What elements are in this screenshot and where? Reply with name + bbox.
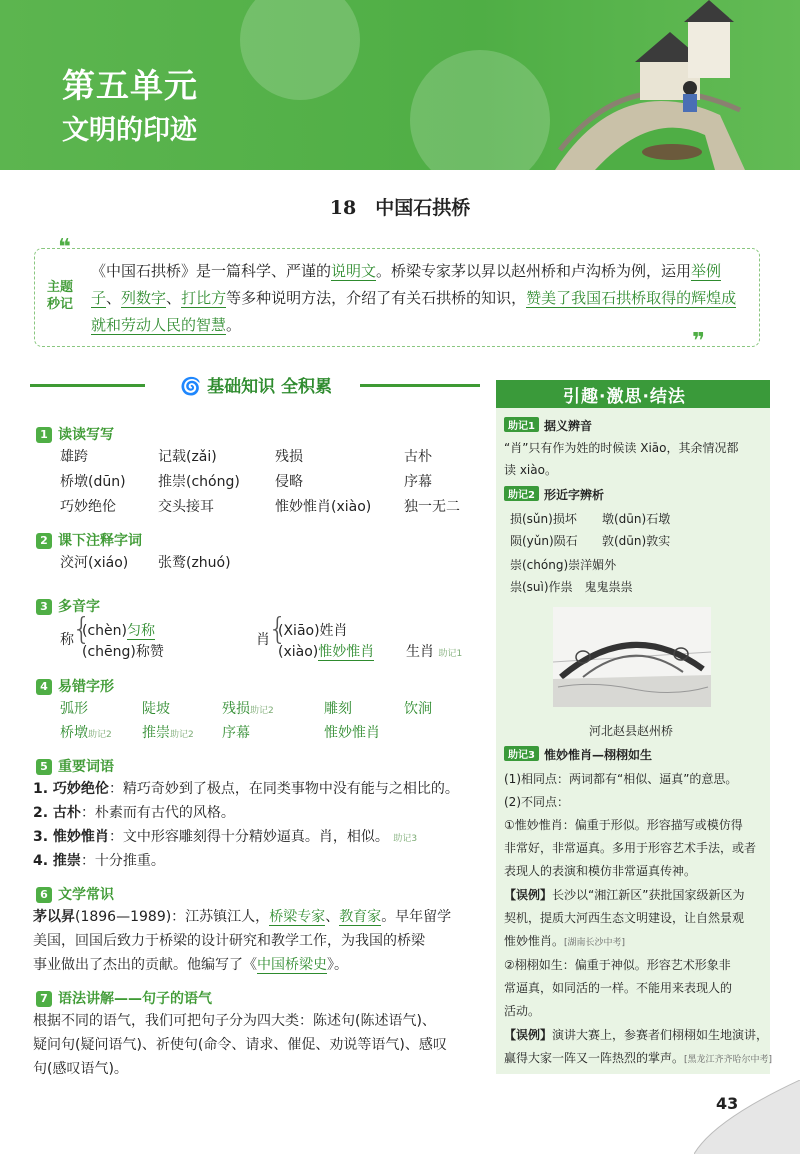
wrong-example-1c: 契机，提质大河西生态文明建设，让自然景观 — [504, 911, 745, 925]
hint-2-tag: 助记2 — [504, 486, 539, 501]
wrong-example-2-end: 赢得大家一阵又一阵热烈的掌声。 — [504, 1051, 685, 1065]
hint-3-title: 惟妙惟肖—栩栩如生 — [543, 748, 652, 762]
char-r2-1 — [60, 722, 112, 742]
subsection-7-title: 语法讲解——句子的语气 — [58, 991, 212, 1007]
hint-2-c1: 崇(chóng)崇洋媚外 — [510, 558, 617, 572]
term-4 — [33, 850, 165, 870]
hint-3-line-6: ②栩栩如生：偏重于神似。形容艺术形象非 — [504, 958, 731, 972]
char-r1-3 — [222, 698, 274, 718]
poly-1b: (chēng)称赞 — [82, 644, 164, 660]
word-1-1: 雄跨 — [60, 449, 88, 465]
literature-line-1 — [33, 906, 451, 926]
brace-1: { — [72, 612, 92, 647]
poly-char-1: 称 — [60, 632, 74, 648]
wrong-example-1-text: 长沙以“湘江新区”获批国家级新区为 — [552, 888, 745, 902]
word-3-1: 巧妙绝伦 — [60, 499, 116, 515]
section-line-left — [30, 384, 145, 387]
poly-1a-word: 匀称 — [126, 623, 155, 639]
char-r1-3-mark: 助记2 — [250, 706, 274, 716]
wrong-example-2-text: 演讲大赛上，参赛者们栩栩如生地演讲， — [552, 1028, 769, 1042]
swirl-icon: 🌀 — [180, 377, 202, 397]
literature-3c: 》。 — [327, 957, 348, 973]
char-r1-2: 陡坡 — [142, 701, 170, 717]
wrong-example-2c — [504, 1049, 772, 1066]
poly-2c — [406, 641, 462, 661]
hint-2-title: 形近字辨析 — [543, 488, 604, 502]
word-2-1: 桥墩(dūn) — [60, 474, 126, 490]
hint-3-line-1: (1)相同点：两词都有“相似、逼真”的意思。 — [504, 772, 738, 786]
grammar-line-2: 疑问句(疑问语气)、祈使句(命令、请求、催促、劝说等语气)、感叹 — [33, 1037, 447, 1053]
char-r2-3: 序幕 — [222, 725, 250, 741]
hint-1-tag: 助记1 — [504, 417, 539, 432]
section-title — [180, 372, 332, 397]
term-2 — [33, 802, 235, 822]
hint-3-line-2: (2)不同点： — [504, 795, 569, 809]
summary-h1: 说明文 — [331, 262, 377, 280]
subsection-6-title: 文学常识 — [58, 887, 114, 903]
unit-subtitle: 文明的印迹 — [62, 115, 197, 146]
char-r1-4: 雕刻 — [324, 701, 352, 717]
term-1-key: 1. 巧妙绝伦 — [33, 781, 109, 797]
subsection-5-header — [36, 756, 114, 776]
word-3-3: 惟妙惟肖(xiào) — [275, 499, 372, 515]
hint-3-line-3: ①惟妙惟肖：偏重于形似。形容描写或模仿得 — [504, 818, 743, 832]
subsection-6-header — [36, 884, 114, 904]
word-2-2: 推崇(chóng) — [158, 474, 240, 490]
hint-2-a1: 损(sǔn)损坏 — [510, 512, 577, 526]
poly-1a-pinyin: (chèn) — [82, 623, 127, 639]
wrong-example-1a — [504, 886, 744, 903]
wrong-example-1d — [504, 932, 625, 949]
summary-h4: 列数字 — [121, 289, 167, 307]
page-number: 43 — [716, 1094, 739, 1113]
summary-p2: 。桥梁专家茅以昇以赵州桥和卢沟桥为例，运用 — [376, 262, 692, 280]
unit-banner — [0, 0, 800, 170]
word-2-3: 侵略 — [275, 474, 303, 490]
hint-1-header — [504, 417, 592, 434]
lesson-title: 18 中国石拱桥 — [329, 197, 471, 219]
brace-2: { — [268, 612, 288, 647]
close-quote-icon: ❞ — [692, 329, 705, 354]
hint-3-line-8: 活动。 — [504, 1004, 541, 1018]
word-3-2: 交头接耳 — [158, 499, 214, 515]
summary-p3: 、 — [106, 289, 122, 307]
summary-p5: 等多种说明方法，介绍了有关石拱桥的知识， — [226, 289, 527, 307]
char-r1-5: 饮涧 — [404, 701, 432, 717]
subsection-1-number: 1 — [36, 427, 52, 443]
char-r1-3-word: 残损 — [222, 701, 250, 717]
side-panel-title: 引趣·激思·结法 — [563, 387, 686, 407]
summary-h3: 子 — [91, 289, 107, 307]
word-1-2: 记载(zǎi) — [158, 449, 217, 465]
word-1-4: 古朴 — [404, 449, 432, 465]
wrong-example-2a — [504, 1026, 768, 1043]
char-r2-2 — [142, 722, 194, 742]
subsection-1-header — [36, 424, 114, 444]
wrong-example-2-source: [黑龙江齐齐哈尔中考] — [684, 1055, 773, 1065]
literature-1e: 教育家 — [339, 909, 382, 925]
subsection-2-title: 课下注释字词 — [58, 533, 142, 549]
subsection-2-header — [36, 530, 142, 550]
literature-line-3 — [33, 954, 348, 974]
subsection-7-header — [36, 988, 212, 1008]
wrong-example-1-end: 惟妙惟肖。 — [504, 934, 565, 948]
term-2-key: 2. 古朴 — [33, 805, 81, 821]
author-name: 茅以昇 — [33, 909, 75, 925]
theme-summary-box — [34, 248, 760, 347]
summary-h5: 打比方 — [181, 289, 227, 307]
note-word-a: 洨河(xiáo) — [60, 555, 129, 571]
char-r2-1-mark: 助记2 — [88, 730, 112, 740]
summary-h7: 成就和劳动人民的智慧 — [91, 289, 737, 334]
hint-1-title: 据义辨音 — [543, 419, 592, 433]
poly-2b-word: 惟妙惟肖 — [318, 644, 375, 660]
term-3-value: ：文中形容雕刻得十分精妙逼真。肖，相似。 — [108, 829, 389, 845]
summary-label-bottom: 秒记 — [46, 297, 73, 312]
subsection-3-number: 3 — [36, 599, 52, 615]
open-quote-icon: ❝ — [58, 235, 71, 260]
wrong-example-1-label: 【误例】 — [504, 888, 553, 902]
word-3-4: 独一无二 — [404, 499, 460, 515]
subsection-6-number: 6 — [36, 887, 52, 903]
summary-p1: 《中国石拱桥》是一篇科学、严谨的 — [91, 262, 332, 280]
summary-text — [91, 258, 743, 339]
char-r2-2-mark: 助记2 — [170, 730, 194, 740]
hint-2-a2: 陨(yǔn)陨石 — [510, 534, 578, 548]
grammar-line-3: 句(感叹语气)。 — [33, 1061, 128, 1077]
hint-2-b2: 敦(dūn)敦实 — [602, 534, 671, 548]
section-line-right — [360, 384, 480, 387]
char-r1-1: 弧形 — [60, 701, 88, 717]
section-title-text: 基础知识 全积累 — [207, 377, 333, 397]
literature-1f: 。早年留学 — [381, 909, 452, 925]
subsection-1-title: 读读写写 — [58, 427, 114, 443]
term-4-value: ：十分推重。 — [80, 853, 165, 869]
hint-3-header — [504, 746, 652, 763]
subsection-4-number: 4 — [36, 679, 52, 695]
grammar-line-1: 根据不同的语气，我们可把句子分为四大类：陈述句(陈述语气)、 — [33, 1013, 436, 1029]
note-word-b: 张鹜(zhuó) — [158, 555, 231, 571]
poly-2c-mark: 助记1 — [438, 649, 463, 659]
poly-1a — [82, 620, 155, 640]
page-corner-fold — [694, 1080, 800, 1154]
hint-3-line-7: 常逼真，如同活的一样。不能用来表现人的 — [504, 981, 733, 995]
poly-2c-word: 生肖 — [406, 644, 434, 660]
subsection-5-number: 5 — [36, 759, 52, 775]
subsection-5-title: 重要词语 — [58, 759, 114, 775]
zhaozhou-bridge-image — [553, 607, 711, 707]
summary-h6: 赞美了我国石拱桥取得的辉煌 — [526, 289, 722, 307]
poly-char-2: 肖 — [256, 632, 270, 648]
term-3 — [33, 826, 417, 846]
hint-2-b1: 墩(dūn)石墩 — [602, 512, 671, 526]
wrong-example-2-label: 【误例】 — [504, 1028, 553, 1042]
char-r2-4: 惟妙惟肖 — [324, 725, 380, 741]
poly-2b-pinyin: (xiào) — [278, 644, 319, 660]
subsection-3-title: 多音字 — [58, 599, 100, 615]
term-1-value: ：精巧奇妙到了极点，在同类事物中没有能与之相比的。 — [108, 781, 459, 797]
section-header — [30, 372, 480, 398]
hint-3-line-5: 表现人的表演和模仿非常逼真传神。 — [504, 864, 697, 878]
literature-line-2: 美国，回国后致力于桥梁的设计研究和教学工作，为我国的桥梁 — [33, 933, 425, 949]
summary-label-top: 主题 — [46, 280, 73, 295]
summary-p4: 、 — [166, 289, 182, 307]
subsection-4-title: 易错字形 — [58, 679, 114, 695]
literature-1d: 、 — [325, 909, 340, 925]
summary-p6: 。 — [226, 316, 242, 334]
char-r2-2-word: 推崇 — [142, 725, 170, 741]
term-2-value: ：朴素而有古代的风格。 — [80, 805, 235, 821]
word-2-4: 序幕 — [404, 474, 432, 490]
subsection-7-number: 7 — [36, 991, 52, 1007]
hint-2-c2: 祟(suì)作祟 鬼鬼祟祟 — [510, 580, 633, 594]
unit-number: 第五单元 — [62, 66, 198, 105]
literature-3b: 中国桥梁史 — [257, 957, 327, 973]
term-1 — [33, 778, 459, 798]
literature-3a: 事业做出了杰出的贡献。他编写了《 — [33, 957, 257, 973]
hint-1-line-1: “肖”只有作为姓的时候读 Xiāo，其余情况都 — [504, 441, 739, 455]
bridge-caption: 河北赵县赵州桥 — [589, 724, 674, 738]
summary-h2: 举例 — [691, 262, 722, 280]
literature-1b: (1896—1989)：江苏镇江人， — [75, 909, 270, 925]
wrong-example-1-source: [湖南长沙中考] — [564, 938, 626, 948]
term-4-key: 4. 推崇 — [33, 853, 81, 869]
term-3-key: 3. 惟妙惟肖 — [33, 829, 109, 845]
literature-1c: 桥梁专家 — [269, 909, 326, 925]
term-3-mark: 助记3 — [393, 834, 418, 844]
summary-label — [43, 279, 77, 313]
hint-2-header — [504, 486, 604, 503]
poly-2a: (Xiāo)姓肖 — [278, 623, 348, 639]
hint-3-line-4: 非常好，非常逼真。多用于形容艺术手法，或者 — [504, 841, 757, 855]
char-r2-1-word: 桥墩 — [60, 725, 88, 741]
poly-2b — [278, 641, 374, 661]
subsection-2-number: 2 — [36, 533, 52, 549]
subsection-4-header — [36, 676, 114, 696]
hint-3-tag: 助记3 — [504, 746, 539, 761]
hint-1-line-2: 读 xiào。 — [504, 463, 557, 477]
word-1-3: 残损 — [275, 449, 303, 465]
